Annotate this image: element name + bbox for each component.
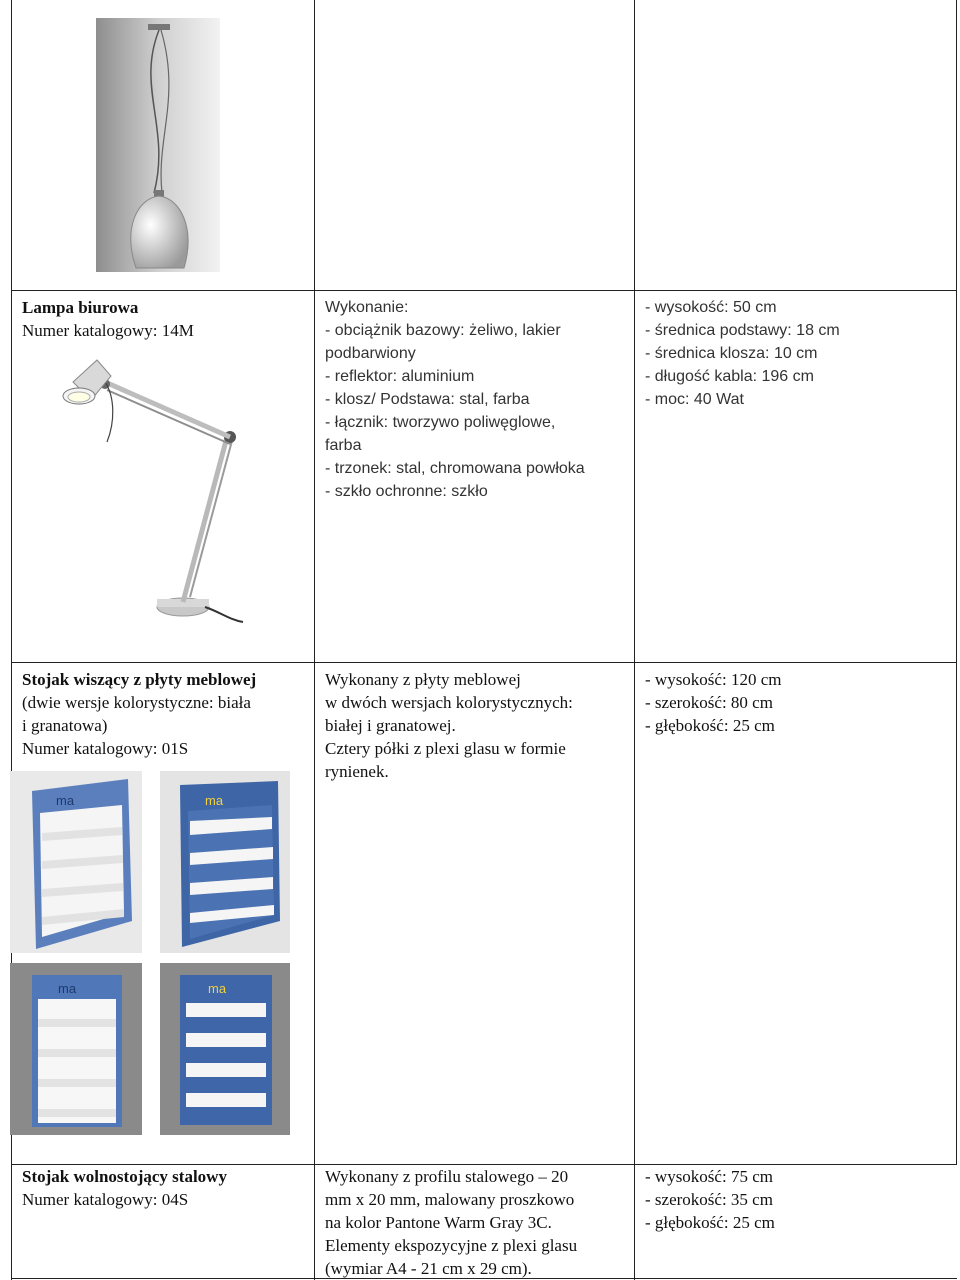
description-line: (wymiar A4 - 21 cm x 29 cm). xyxy=(325,1259,532,1278)
description-line: mm x 20 mm, malowany proszkowo xyxy=(325,1190,575,1209)
product-name: Stojak wolnostojący stalowy xyxy=(22,1167,227,1186)
row-divider-1 xyxy=(11,290,957,291)
pendant-lamp-image xyxy=(96,18,220,272)
product-variant-line: i granatowa) xyxy=(22,716,108,735)
row1-description-cell xyxy=(325,296,630,503)
catalog-number: Numer katalogowy: 14M xyxy=(22,321,194,340)
description-line: - trzonek: stal, chromowana powłoka xyxy=(325,460,585,477)
rack-logo-text: ma xyxy=(58,981,77,996)
column-divider-1 xyxy=(314,0,315,1280)
catalog-number: Numer katalogowy: 04S xyxy=(22,1190,189,1209)
row2-description-cell xyxy=(325,668,630,783)
spec-line: - głębokość: 25 cm xyxy=(645,1213,775,1232)
description-line: na kolor Pantone Warm Gray 3C. xyxy=(325,1213,552,1232)
description-line: Elementy ekspozycyjne z plexi glasu xyxy=(325,1236,578,1255)
description-line: Wykonanie: xyxy=(325,299,409,316)
description-line: - reflektor: aluminium xyxy=(325,368,475,385)
spec-line: - wysokość: 50 cm xyxy=(645,299,777,316)
description-line: rynienek. xyxy=(325,762,389,781)
product-variant-line: (dwie wersje kolorystyczne: biała xyxy=(22,693,251,712)
row2-product-cell xyxy=(22,668,312,760)
rack-logo-text: ma xyxy=(205,793,224,808)
spec-line: - długość kabla: 196 cm xyxy=(645,368,814,385)
row1-specs-cell xyxy=(645,296,950,411)
spec-line: - średnica klosza: 10 cm xyxy=(645,345,818,362)
rack-logo-text: ma xyxy=(56,793,75,808)
navy-rack-perspective-image xyxy=(160,771,290,953)
description-line: - łącznik: tworzywo poliwęglowe, xyxy=(325,414,556,431)
description-line: podbarwiony xyxy=(325,345,416,362)
description-line: Wykonany z profilu stalowego – 20 xyxy=(325,1167,569,1186)
description-line: Cztery półki z plexi glasu w formie xyxy=(325,739,566,758)
product-name: Stojak wiszący z płyty meblowej xyxy=(22,670,257,689)
product-name: Lampa biurowa xyxy=(22,298,139,317)
desk-lamp-image xyxy=(45,352,245,627)
column-divider-2 xyxy=(634,0,635,1280)
description-line: Wykonany z płyty meblowej xyxy=(325,670,521,689)
description-line: w dwóch wersjach kolorystycznych: xyxy=(325,693,573,712)
row3-product-cell xyxy=(22,1165,312,1211)
column-divider-right xyxy=(956,0,957,1165)
row1-product-cell xyxy=(22,296,312,342)
description-line: - klosz/ Podstawa: stal, farba xyxy=(325,391,530,408)
description-line: - szkło ochronne: szkło xyxy=(325,483,488,500)
description-line: - obciążnik bazowy: żeliwo, lakier xyxy=(325,322,561,339)
spec-line: - wysokość: 120 cm xyxy=(645,670,782,689)
spec-line: - szerokość: 35 cm xyxy=(645,1190,773,1209)
spec-line: - głębokość: 25 cm xyxy=(645,716,775,735)
row2-specs-cell xyxy=(645,668,950,737)
spec-line: - szerokość: 80 cm xyxy=(645,693,773,712)
row-divider-2 xyxy=(11,662,957,663)
catalog-number: Numer katalogowy: 01S xyxy=(22,739,189,758)
spec-line: - moc: 40 Wat xyxy=(645,391,744,408)
rack-logo-text: ma xyxy=(208,981,227,996)
row3-description-cell xyxy=(325,1165,630,1280)
spec-line: - wysokość: 75 cm xyxy=(645,1167,773,1186)
row3-specs-cell xyxy=(645,1165,950,1234)
description-line: farba xyxy=(325,437,362,454)
description-line: białej i granatowej. xyxy=(325,716,456,735)
white-rack-perspective-image xyxy=(10,771,142,953)
spec-line: - średnica podstawy: 18 cm xyxy=(645,322,840,339)
